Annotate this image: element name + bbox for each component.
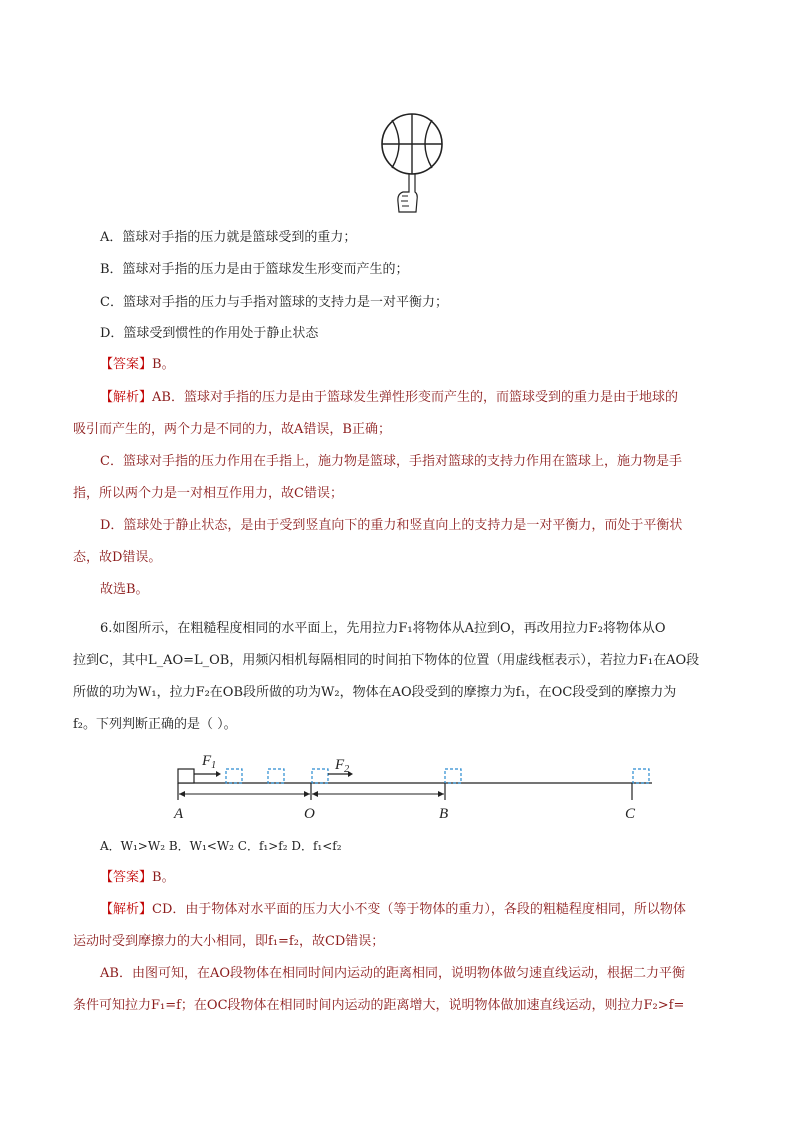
analysis-tag: 【解析】 (100, 902, 153, 917)
label-point-c: C (625, 806, 636, 822)
q5-analysis-line-5: D．篮球处于静止状态，是由于受到竖直向下的重力和竖直向上的支持力是一对平衡力，而处于平衡状 (100, 518, 683, 533)
flash-position (312, 769, 328, 783)
answer-value: B。 (152, 357, 175, 372)
basketball-on-finger-icon (378, 112, 448, 218)
q6-stem-line-4: f₂。下列判断正确的是（ ）。 (73, 717, 237, 732)
answer-tag: 【答案】 (100, 870, 153, 885)
q5-option-d: D．篮球受到惯性的作用处于静止状态 (100, 326, 319, 341)
answer-tag: 【答案】 (100, 357, 153, 372)
analysis-tag: 【解析】 (100, 390, 153, 405)
q5-analysis-line-2: 吸引而产生的，两个力是不同的力，故A错误，B正确； (73, 422, 391, 437)
q6-answer (100, 868, 175, 888)
q5-conclusion: 故选B。 (100, 582, 149, 597)
q6-analysis-line-2: 运动时受到摩擦力的大小相同，即f₁=f₂，故CD错误； (73, 934, 385, 949)
q6-stem-line-1: 6.如图所示，在粗糙程度相同的水平面上，先用拉力F₁将物体从A拉到O，再改用拉力F₂将物体从O (100, 621, 666, 636)
q5-answer (100, 355, 175, 375)
label-f1: $F_1$ (202, 753, 217, 771)
label-point-a: A (174, 806, 184, 822)
q5-analysis-line-4: 指，所以两个力是一对相互作用力，故C错误； (73, 486, 343, 501)
q6-analysis-line-3: AB．由图可知，在AO段物体在相同时间内运动的距离相同，说明物体做匀速直线运动，根据二力平衡 (100, 966, 685, 981)
motion-diagram (170, 748, 660, 826)
q5-analysis-line-1: 【解析】AB．篮球对手指的压力是由于篮球发生弹性形变而产生的，而篮球受到的重力是由于地球的 (100, 390, 678, 405)
label-point-o: O (304, 806, 315, 822)
flash-position (633, 769, 649, 783)
q5-option-c: C．篮球对手指的压力与手指对篮球的支持力是一对平衡力； (100, 295, 448, 310)
flash-position (445, 769, 461, 783)
q5-option-b: B．篮球对手指的压力是由于篮球发生形变而产生的； (100, 262, 409, 277)
label-point-b: B (439, 806, 449, 822)
q5-option-a: A．篮球对手指的压力就是篮球受到的重力； (100, 230, 357, 245)
flash-position (226, 769, 242, 783)
q6-options: A．W₁>W₂ B．W₁<W₂ C．f₁>f₂ D．f₁<f₂ (100, 839, 342, 853)
q6-stem-line-3: 所做的功为W₁，拉力F₂在OB段所做的功为W₂，物体在AO段受到的摩擦力为f₁，在OC段受到的摩擦力为 (73, 685, 677, 700)
q5-analysis-line-3: C．篮球对手指的压力作用在手指上，施力物是篮球，手指对篮球的支持力作用在篮球上，施力物是手 (100, 454, 682, 469)
object-block (178, 769, 194, 783)
q6-stem-line-2: 拉到C，其中L_AO=L_OB，用频闪相机每隔相同的时间拍下物体的位置（用虚线框表示），若拉力F₁在AO段 (73, 653, 700, 668)
answer-value: B。 (152, 870, 175, 885)
q5-analysis-line-6: 态，故D错误。 (73, 550, 162, 565)
label-f2: $F_2$ (335, 757, 350, 775)
flash-position (268, 769, 284, 783)
q6-analysis-line-4: 条件可知拉力F₁=f；在OC段物体在相同时间内运动的距离增大，说明物体做加速直线运动，则拉力F₂>f= (73, 998, 685, 1013)
q6-analysis-line-1: 【解析】CD．由于物体对水平面的压力大小不变（等于物体的重力），各段的粗糙程度相同，所以物体 (100, 902, 686, 917)
